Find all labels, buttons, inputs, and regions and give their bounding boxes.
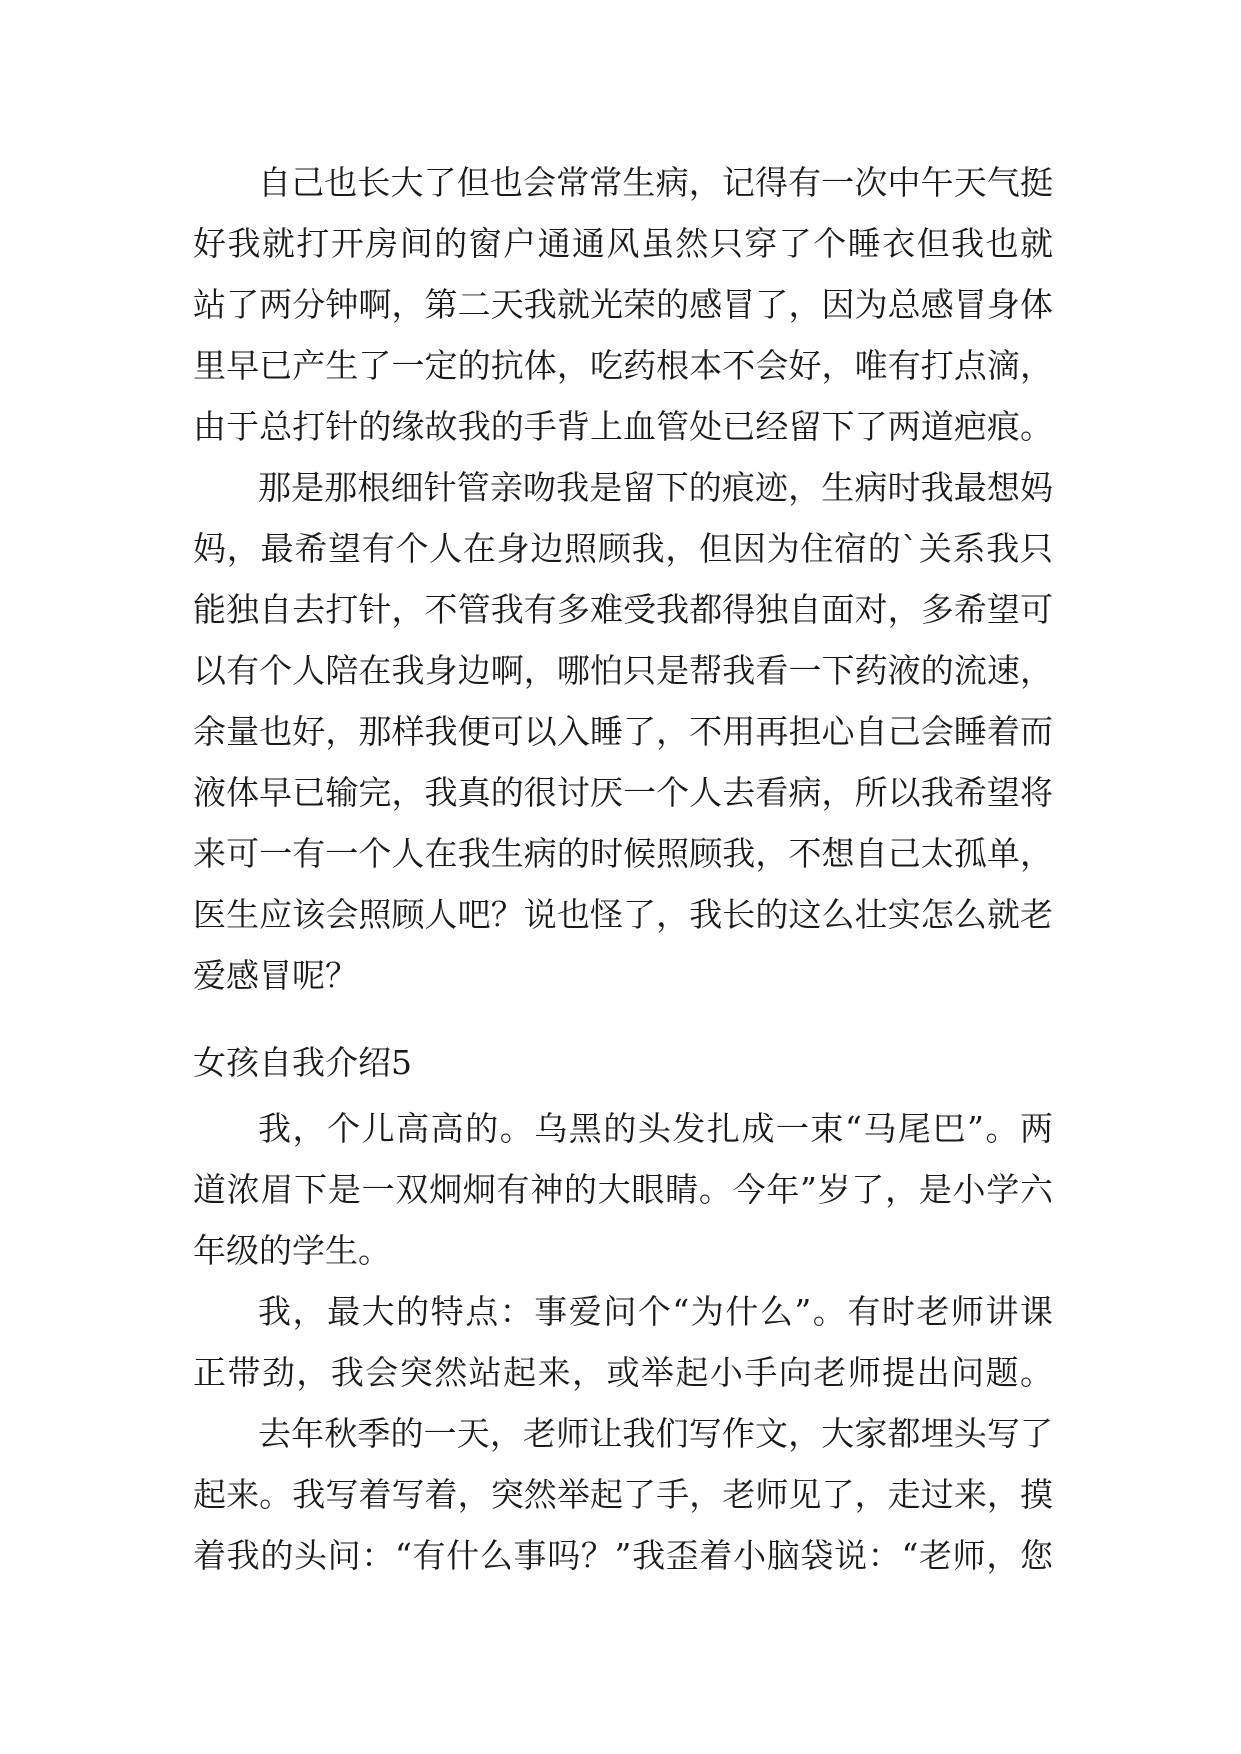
paragraph-5-line-3: 着我的头问：“有什么事吗？”我歪着小脑袋说：“老师，您 xyxy=(193,1536,1053,1575)
paragraph-2-line-4: 以有个人陪在我身边啊，哪怕只是帮我看一下药液的流速， xyxy=(193,651,1053,690)
paragraph-2-line-8: 医生应该会照顾人吧？说也怪了，我长的这么壮实怎么就老 xyxy=(193,895,1053,934)
paragraph-1-line-4: 里早已产生了一定的抗体，吃药根本不会好，唯有打点滴， xyxy=(193,346,1053,385)
paragraph-1-line-3: 站了两分钟啊，第二天我就光荣的感冒了，因为总感冒身体 xyxy=(193,285,1053,324)
paragraph-2-line-1: 那是那根细针管亲吻我是留下的痕迹，生病时我最想妈 xyxy=(258,468,1053,507)
section-heading: 女孩自我介绍5 xyxy=(193,1043,412,1082)
paragraph-2-line-7: 来可一有一个人在我生病的时候照顾我，不想自己太孤单， xyxy=(193,834,1053,873)
paragraph-2-line-9: 爱感冒呢？ xyxy=(193,956,358,995)
paragraph-2-line-5: 余量也好，那样我便可以入睡了，不用再担心自己会睡着而 xyxy=(193,712,1053,751)
paragraph-4-line-2: 正带劲，我会突然站起来，或举起小手向老师提出问题。 xyxy=(193,1353,1053,1392)
paragraph-1-line-1: 自己也长大了但也会常常生病，记得有一次中午天气挺 xyxy=(258,163,1053,202)
paragraph-3-line-1: 我，个儿高高的。乌黑的头发扎成一束“马尾巴”。两 xyxy=(258,1109,1053,1148)
paragraph-1-line-5: 由于总打针的缘故我的手背上血管处已经留下了两道疤痕。 xyxy=(193,407,1053,446)
paragraph-5-line-2: 起来。我写着写着，突然举起了手，老师见了，走过来，摸 xyxy=(193,1475,1053,1514)
paragraph-3-line-2: 道浓眉下是一双炯炯有神的大眼睛。今年”岁了，是小学六 xyxy=(193,1170,1053,1209)
paragraph-2-line-3: 能独自去打针，不管我有多难受我都得独自面对，多希望可 xyxy=(193,590,1053,629)
paragraph-2-line-2: 妈，最希望有个人在身边照顾我，但因为住宿的`关系我只 xyxy=(193,529,1053,568)
paragraph-2-line-6: 液体早已输完，我真的很讨厌一个人去看病，所以我希望将 xyxy=(193,773,1053,812)
paragraph-3-line-3: 年级的学生。 xyxy=(193,1231,391,1270)
paragraph-5-line-1: 去年秋季的一天，老师让我们写作文，大家都埋头写了 xyxy=(258,1414,1053,1453)
paragraph-4-line-1: 我，最大的特点：事爱问个“为什么”。有时老师讲课 xyxy=(258,1292,1053,1331)
paragraph-1-line-2: 好我就打开房间的窗户通通风虽然只穿了个睡衣但我也就 xyxy=(193,224,1053,263)
